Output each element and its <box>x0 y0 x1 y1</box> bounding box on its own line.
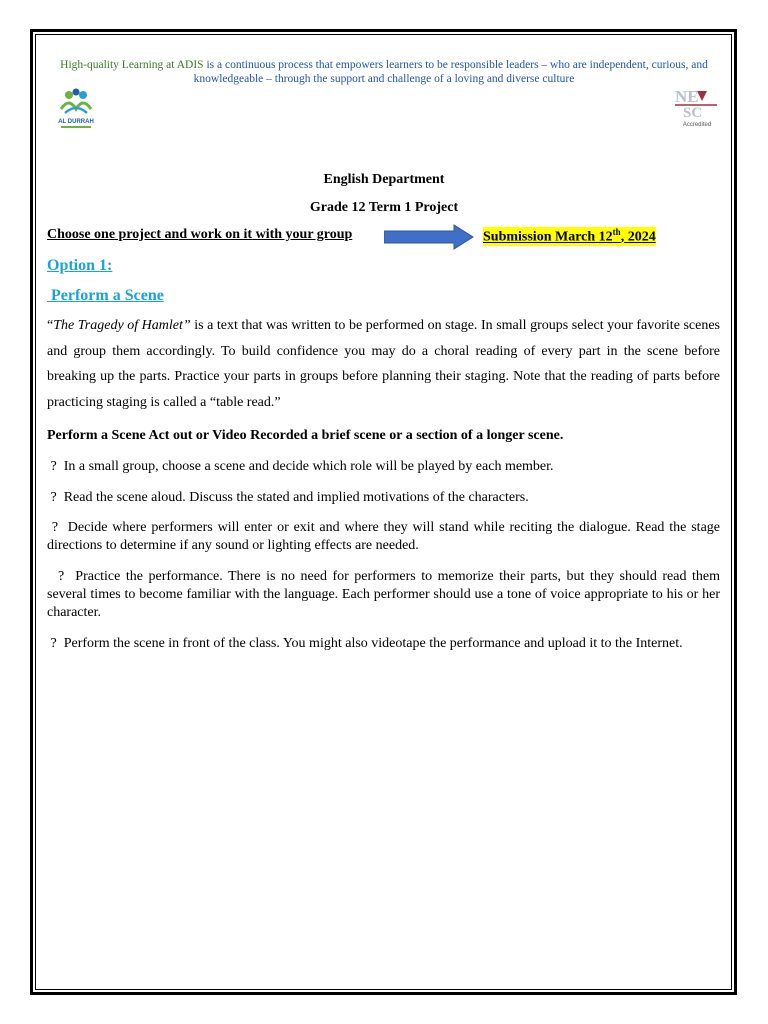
step-item: ? Decide where performers will enter or exit and where they will stand while reciting the dialogue. Read the stage directions to determine if any sound or lighting effects are needed. <box>47 520 724 553</box>
project-title: Grade 12 Term 1 Project <box>309 200 459 215</box>
neasc-accredited-text: Accredited <box>682 122 712 128</box>
work-title: The Tragedy of Hamlet” <box>53 318 191 333</box>
department-title: English Department <box>323 172 445 187</box>
task-heading: Perform a Scene Act out or Video Recorded a brief scene or a section of a longer scene. <box>47 428 564 443</box>
submission-date-suffix: th <box>612 227 621 237</box>
neasc-logo-icon <box>671 85 723 129</box>
step-item: ? In a small group, choose a scene and decide which role will be played by each member. <box>47 459 554 474</box>
mission-statement <box>52 58 716 86</box>
intro-paragraph <box>47 313 720 415</box>
mission-lead: High-quality Learning at ADIS <box>60 59 204 71</box>
quote-open: “ <box>47 318 54 333</box>
al-durrah-logo-text: AL DURRAH <box>58 119 94 125</box>
step-item: ? Read the scene aloud. Discuss the stated and implied motivations of the characters. <box>47 490 529 505</box>
choose-instruction: Choose one project and work on it with your group <box>47 227 353 242</box>
option-title: Perform a Scene <box>47 287 164 304</box>
option-label: Option 1: <box>47 257 113 274</box>
submission-date-text: Submission March 12 <box>483 229 613 245</box>
svg-text:SC: SC <box>683 105 703 121</box>
submission-year: , 2024 <box>620 229 656 245</box>
intro-text: is a text that was written to be performed on stage. In small groups select your favorite scenes and group them accordingly. To build confidence you may do a choral reading of every part in the scene before breaking up the parts. Practice your parts in groups before planning their staging. Note that the reading of parts before practicing staging is called a “table read.” <box>47 318 721 410</box>
step-item: ? Perform the scene in front of the class. You might also videotape the performance and upload it to the Internet. <box>47 636 683 651</box>
svg-text:NE: NE <box>675 87 699 106</box>
mission-body: is a continuous process that empowers learners to be responsible leaders – who are independent, curious, and knowledgeable – through the support and challenge of a loving and diverse culture <box>193 59 708 85</box>
right-arrow-icon <box>384 224 474 250</box>
submission-deadline <box>483 227 656 246</box>
step-item: ? Practice the performance. There is no need for performers to memorize their parts, but they should read them several times to become familiar with the language. Each performer should use a tone of voice appropriate to his or her character. <box>47 569 724 620</box>
al-durrah-logo-icon <box>55 87 97 131</box>
